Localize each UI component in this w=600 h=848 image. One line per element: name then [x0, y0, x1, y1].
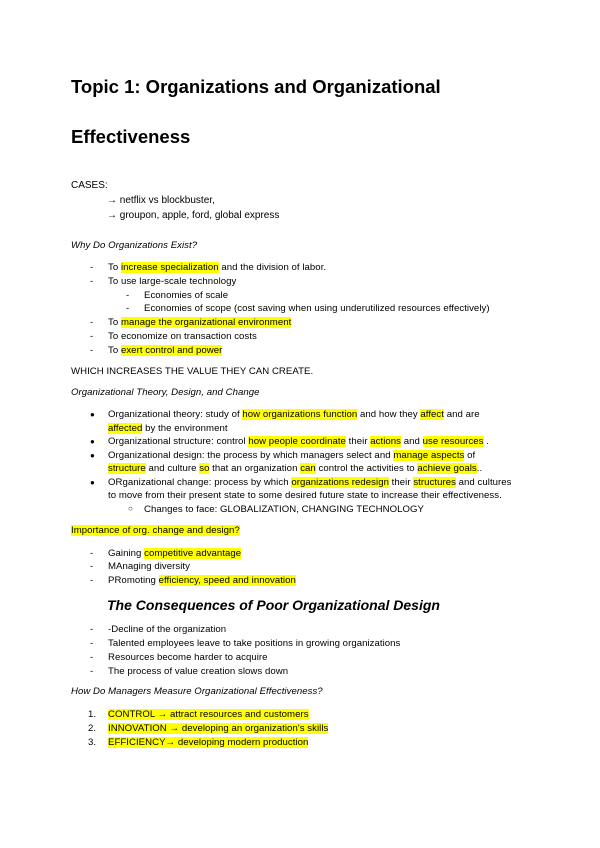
value-statement: WHICH INCREASES THE VALUE THEY CAN CREATE. [71, 366, 314, 377]
measure-item-innovation: INNOVATION → developing an organization's skills [108, 723, 329, 734]
why-item-specialization: To increase specialization and the division of labor. [108, 262, 327, 273]
theory-item-4-sub: Changes to face: GLOBALIZATION, CHANGING TECHNOLOGY [144, 504, 424, 515]
theory-item-4-line1: ORganizational change: process by which organizations redesign their structures and cultures [108, 477, 512, 488]
why-item-control: To exert control and power [108, 345, 223, 356]
dash-bullet: - [126, 290, 130, 301]
dash-bullet: - [90, 638, 94, 649]
measure-number: 3. [88, 737, 97, 748]
why-item-environment: To manage the organizational environment [108, 317, 292, 328]
dash-bullet: - [90, 561, 94, 572]
dash-bullet: - [90, 276, 94, 287]
bullet-dot: ● [90, 437, 95, 446]
dash-bullet: - [90, 262, 94, 273]
dash-bullet: - [90, 345, 94, 356]
importance-heading: Importance of org. change and design? [71, 525, 240, 536]
dash-bullet: - [126, 303, 130, 314]
cases-item-1: → netflix vs blockbuster, [107, 195, 215, 206]
theory-item-2: Organizational structure: control how people coordinate their actions and use resources . [108, 436, 489, 447]
dash-bullet: - [90, 624, 94, 635]
dash-bullet: - [90, 548, 94, 559]
cases-item-2: → groupon, apple, ford, global express [107, 210, 280, 221]
theory-item-4-line2: to move from their present state to some desired future state to increase their effectiveness. [108, 490, 502, 501]
dash-bullet: - [90, 331, 94, 342]
dash-bullet: - [90, 652, 94, 663]
measure-number: 1. [88, 709, 97, 720]
theory-item-3-line1: Organizational design: the process by which managers select and manage aspects of [108, 450, 476, 461]
consequence-item: Talented employees leave to take positions in growing organizations [108, 638, 401, 649]
importance-item-3: PRomoting efficiency, speed and innovation [108, 575, 296, 586]
importance-item-1: Gaining competitive advantage [108, 548, 242, 559]
why-item-transaction: To economize on transaction costs [108, 331, 257, 342]
measure-item-efficiency: EFFICIENCY→ developing modern production [108, 737, 309, 748]
theory-heading: Organizational Theory, Design, and Change [71, 387, 260, 398]
dash-bullet: - [90, 666, 94, 677]
consequence-item: -Decline of the organization [108, 624, 227, 635]
theory-item-1-line1: Organizational theory: study of how organizations function and how they affect and are [108, 409, 480, 420]
why-item-technology: To use large-scale technology [108, 276, 237, 287]
consequence-item: The process of value creation slows down [108, 666, 289, 677]
theory-item-1-line2: affected by the environment [108, 423, 228, 434]
theory-item-3-line2: structure and culture so that an organization can control the activities to achieve goals.. [108, 463, 483, 474]
page-title-line1: Topic 1: Organizations and Organizational [71, 76, 441, 97]
why-heading: Why Do Organizations Exist? [71, 240, 198, 251]
consequences-heading: The Consequences of Poor Organizational Design [107, 597, 440, 613]
measure-heading: How Do Managers Measure Organizational Effectiveness? [71, 686, 323, 697]
bullet-dot: ● [90, 451, 95, 460]
why-subitem-scope: Economies of scope (cost saving when using underutilized resources effectively) [144, 303, 490, 314]
consequence-item: Resources become harder to acquire [108, 652, 268, 663]
bullet-circle: ○ [128, 504, 133, 513]
cases-label: CASES: [71, 180, 108, 191]
why-subitem-scale: Economies of scale [144, 290, 229, 301]
bullet-dot: ● [90, 410, 95, 419]
page-title-line2: Effectiveness [71, 126, 191, 147]
dash-bullet: - [90, 317, 94, 328]
dash-bullet: - [90, 575, 94, 586]
importance-item-2: MAnaging diversity [108, 561, 190, 572]
measure-number: 2. [88, 723, 97, 734]
bullet-dot: ● [90, 478, 95, 487]
measure-item-control: CONTROL → attract resources and customers [108, 709, 309, 720]
